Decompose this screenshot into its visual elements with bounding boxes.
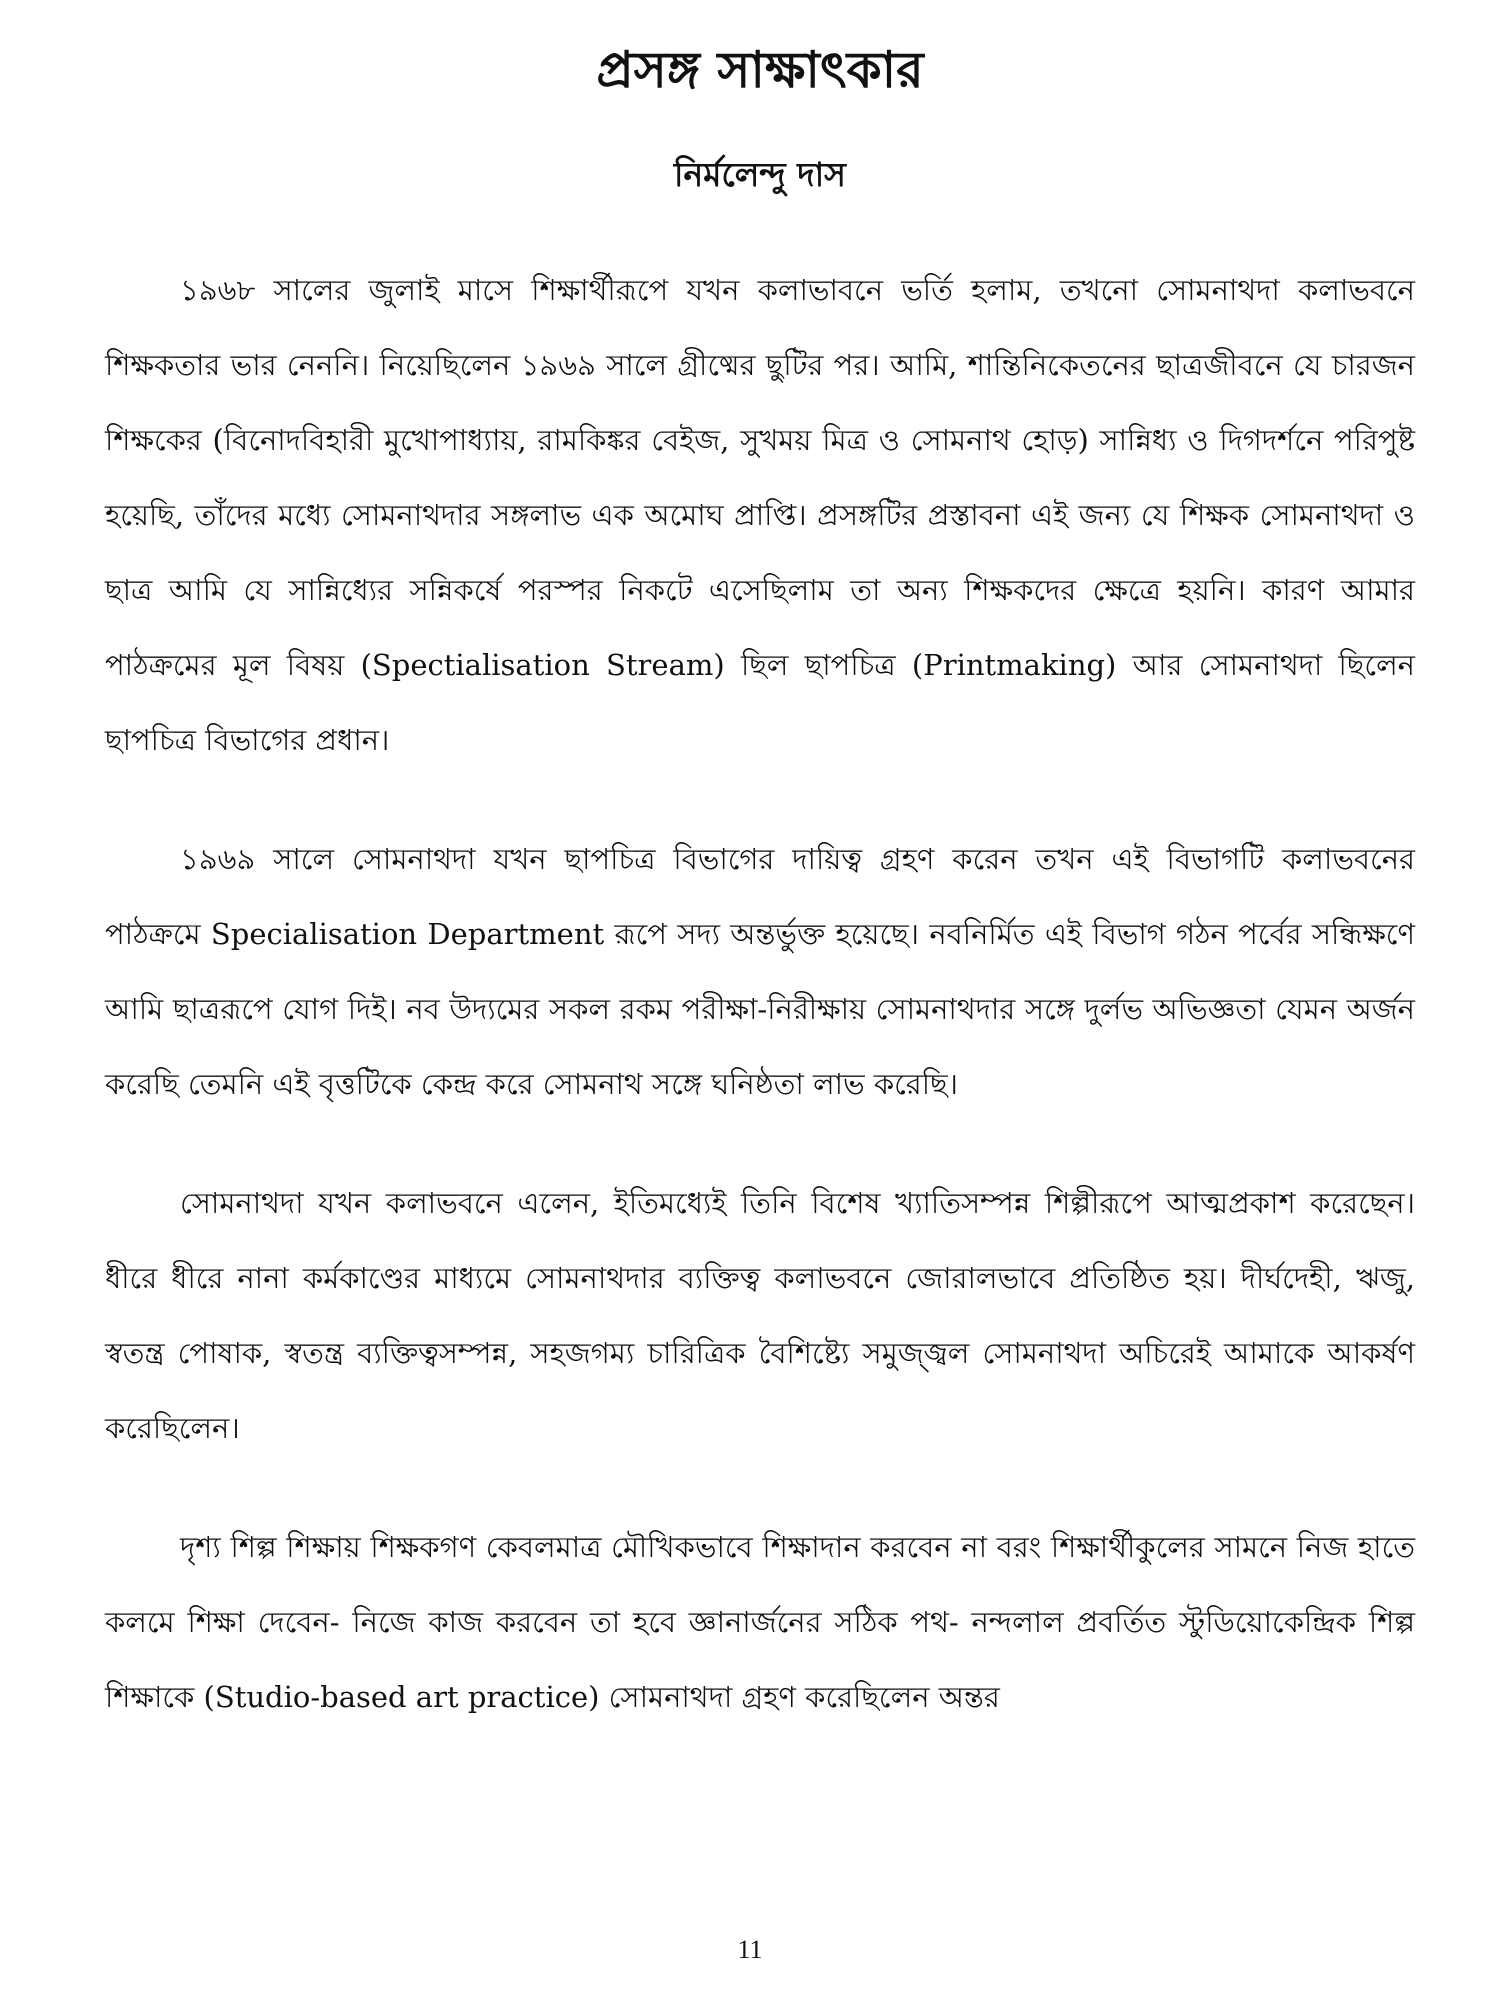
- paragraph-3: সোমনাথদা যখন কলাভবনে এলেন, ইতিমধ্যেই তিনি বিশেষ খ্যাতিসম্পন্ন শিল্পীরূপে আত্মপ্রকাশ করেছেন। ধীরে ধীরে নানা কর্মকাণ্ডের মাধ্যমে সোমনাথদার ব্যক্তিত্ব কলাভবনে জোরালভাবে প্রতিষ্ঠিত হয়। দীর্ঘদেহী, ঋজু, স্বতন্ত্র পোষাক, স্বতন্ত্র ব্যক্তিত্বসম্পন্ন, সহজগম্য চারিত্রিক বৈশিষ্ট্যে সমুজ্জ্বল সোমনাথদা অচিরেই আমাকে আকর্ষণ করেছিলেন।: [105, 1185, 1415, 1445]
- article-body: [105, 253, 1415, 1735]
- paragraph-4: দৃশ্য শিল্প শিক্ষায় শিক্ষকগণ কেবলমাত্র মৌখিকভাবে শিক্ষাদান করবেন না বরং শিক্ষার্থীকুলের সামনে নিজ হাতে কলমে শিক্ষা দেবেন- নিজে কাজ করবেন তা হবে জ্ঞানার্জনের সঠিক পথ- নন্দলাল প্রবর্তিত স্টুডিয়োকেন্দ্রিক শিল্প শিক্ষাকে (Studio-based art practice) সোমনাথদা গ্রহণ করেছিলেন অন্তর: [105, 1529, 1415, 1714]
- page-title: প্রসঙ্গ সাক্ষাৎকার: [596, 40, 924, 99]
- paragraph-1: ১৯৬৮ সালের জুলাই মাসে শিক্ষার্থীরূপে যখন কলাভাবনে ভর্তি হলাম, তখনো সোমনাথদা কলাভবনে শিক্ষকতার ভার নেননি। নিয়েছিলেন ১৯৬৯ সালে গ্রীষ্মের ছুটির পর। আমি, শান্তিনিকেতনের ছাত্রজীবনে যে চারজন শিক্ষকের (বিনোদবিহারী মুখোপাধ্যায়, রামকিঙ্কর বেইজ, সুখময় মিত্র ও সোমনাথ হোড়) সান্নিধ্য ও দিগদর্শনে পরিপুষ্ট হয়েছি, তাঁদের মধ্যে সোমনাথদার সঙ্গলাভ এক অমোঘ প্রাপ্তি। প্রসঙ্গটির প্রস্তাবনা এই জন্য যে শিক্ষক সোমনাথদা ও ছাত্র আমি যে সান্নিধ্যের সন্নিকর্ষে পরস্পর নিকটে এসেছিলাম তা অন্য শিক্ষকদের ক্ষেত্রে হয়নি। কারণ আমার পাঠক্রমের মূল বিষয় (Spectialisation Stream) ছিল ছাপচিত্র (Printmaking) আর সোমনাথদা ছিলেন ছাপচিত্র বিভাগের প্রধান।: [105, 272, 1415, 757]
- page-number: 11: [737, 1935, 763, 1964]
- paragraph-2: ১৯৬৯ সালে সোমনাথদা যখন ছাপচিত্র বিভাগের দায়িত্ব গ্রহণ করেন তখন এই বিভাগটি কলাভবনের পাঠক্রমে Specialisation Department রূপে সদ্য অন্তর্ভুক্ত হয়েছে। নবনির্মিত এই বিভাগ গঠন পর্বের সন্ধিক্ষণে আমি ছাত্ররূপে যোগ দিই। নব উদ্যমের সকল রকম পরীক্ষা-নিরীক্ষায় সোমনাথদার সঙ্গে দুর্লভ অভিজ্ঞতা যেমন অর্জন করেছি তেমনি এই বৃত্তটিকে কেন্দ্র করে সোমনাথ সঙ্গে ঘনিষ্ঠতা লাভ করেছি।: [105, 841, 1415, 1101]
- author-name: নির্মলেন্দু দাস: [674, 155, 846, 194]
